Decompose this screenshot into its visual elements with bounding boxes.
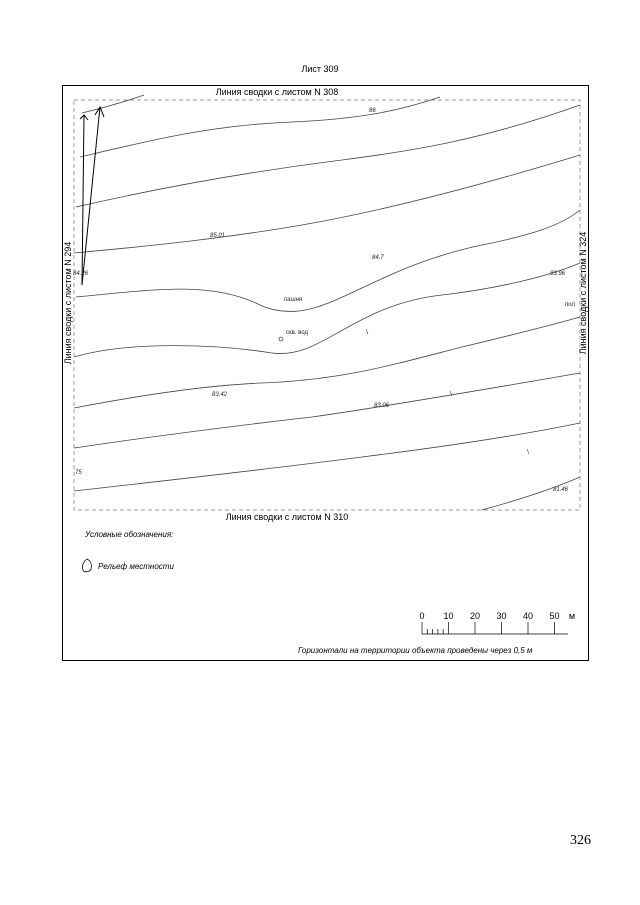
contour-line (74, 317, 580, 408)
scale-tick-label: 30 (496, 611, 507, 621)
page-number: 326 (570, 833, 591, 848)
contour-label: 83.42 (212, 392, 228, 398)
legend-relief-label: Рельеф местности (98, 561, 174, 571)
contour-line (76, 105, 580, 207)
edge-mark-label: пол (565, 302, 575, 308)
border-top-label: Линия сводки с листом N 308 (215, 87, 339, 97)
sheet-boundary (74, 100, 580, 510)
contour-line (80, 97, 440, 157)
scale-tick-label: 50 (549, 611, 560, 621)
scale-unit: м (568, 611, 576, 621)
sheet-title: Лист 309 (301, 64, 339, 74)
contour-label: 84.26 (73, 271, 89, 277)
contour-line (74, 263, 580, 357)
scale-tick-label: 0 (419, 611, 425, 621)
contour-lines (74, 95, 580, 510)
topographic-map (62, 85, 589, 525)
contour-label: 85.01 (210, 233, 226, 239)
contour-interval-note: Горизонтали на территории объекта проведены через 0,5 м (298, 646, 533, 655)
contour-line (482, 477, 580, 510)
legend-item-relief (80, 558, 174, 574)
well-label: скв. вод (286, 330, 308, 336)
border-right-label: Линия сводки с листом N 324 (578, 231, 588, 355)
contour-label: 75 (75, 470, 82, 476)
contour-line (76, 210, 580, 312)
contour-label: 83.96 (550, 271, 566, 277)
contour-line (74, 155, 580, 253)
contour-label: 81.46 (553, 487, 569, 493)
scale-tick-label: 40 (522, 611, 534, 621)
contour-label: 86 (369, 108, 376, 114)
well-icon (279, 337, 283, 341)
border-left-label: Линия сводки с листом N 294 (63, 241, 73, 365)
legend-title: Условные обозначения: (85, 530, 174, 539)
slope-ticks (366, 329, 529, 454)
relief-icon (80, 558, 94, 574)
scale-bar (400, 608, 590, 638)
scale-tick-label: 20 (469, 611, 481, 621)
scale-tick-label: 10 (443, 611, 454, 621)
survey-arrow (80, 107, 104, 285)
contour-label: 84.7 (372, 255, 384, 261)
border-bottom-label: Линия сводки с листом N 310 (225, 512, 349, 522)
contour-line (74, 423, 580, 491)
contour-line (82, 95, 144, 113)
contour-label: 83.06 (374, 403, 390, 409)
field-label: пашня (284, 297, 303, 303)
